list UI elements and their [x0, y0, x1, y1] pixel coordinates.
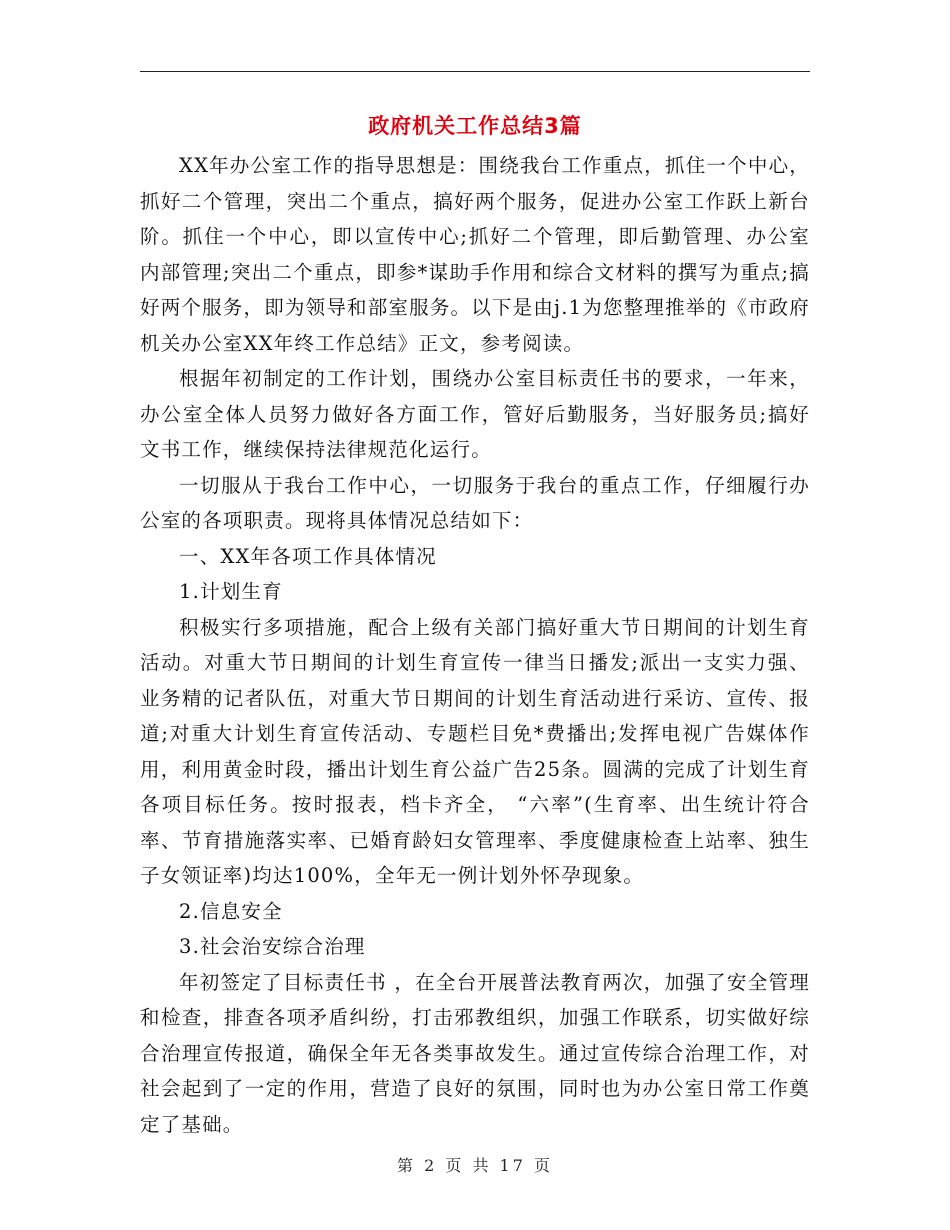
header-rule: [140, 71, 810, 72]
document-title: 政府机关工作总结3篇: [368, 114, 582, 138]
paragraph-public-security: 年初签定了目标责任书 ，在全台开展普法教育两次，加强了安全管理和检查，排查各项矛盾纠纷，打击邪教组织，加强工作联系，切实做好综合治理宣传报道，确保全年无各类事故发生。通过宣传综合治理工作，对社会起到了一定的作用，营造了良好的氛围，同时也为办公室日常工作奠定了基础。: [140, 970, 810, 1136]
paragraph-intro: XX年办公室工作的指导思想是：围绕我台工作重点，抓住一个中心，抓好二个管理，突出二个重点，搞好两个服务，促进办公室工作跃上新台阶。抓住一个中心，即以宣传中心;抓好二个管理，即后勤管理、办公室内部管理;突出二个重点，即参*谋助手作用和综合文材料的撰写为重点;搞好两个服务，即为领导和部室服务。以下是由j.1为您整理推举的《市政府机关办公室XX年终工作总结》正文，参考阅读。: [140, 154, 810, 355]
paragraph-family-planning: 积极实行多项措施，配合上级有关部门搞好重大节日期间的计划生育活动。对重大节日期间的计划生育宣传一律当日播发;派出一支实力强、业务精的记者队伍，对重大节日期间的计划生育活动进行采访、宣传、报道;对重大计划生育宣传活动、专题栏目免*费播出;发挥电视广告媒体作用，利用黄金时段，播出计划生育公益广告25条。圆满的完成了计划生育各项目标任务。按时报表，档卡齐全， “六率”(生育率、出生统计符合 率、节育措施落实率、已婚育龄妇女管理率、季度健康检查上站率、独生子女领证率)均达100%，全年无一例计划外怀孕现象。: [140, 615, 810, 887]
paragraph-summary-lead: 一切服从于我台工作中心，一切服务于我台的重点工作，仔细履行办公室的各项职责。现将具体情况总结如下：: [140, 473, 810, 532]
subheading-family-planning: 1.计划生育: [179, 580, 283, 603]
subheading-public-security: 3.社会治安综合治理: [179, 935, 366, 958]
page-footer: 第 2 页 共 17 页: [397, 1156, 553, 1175]
document-body: [140, 148, 810, 1142]
subheading-information-security: 2.信息安全: [179, 899, 283, 923]
section-heading-1: 一、XX年各项工作具体情况: [179, 544, 437, 568]
paragraph-plan: 根据年初制定的工作计划，围绕办公室目标责任书的要求，一年来，办公室全体人员努力做好各方面工作，管好后勤服务，当好服务员;搞好文书工作，继续保持法律规范化运行。: [140, 367, 810, 461]
